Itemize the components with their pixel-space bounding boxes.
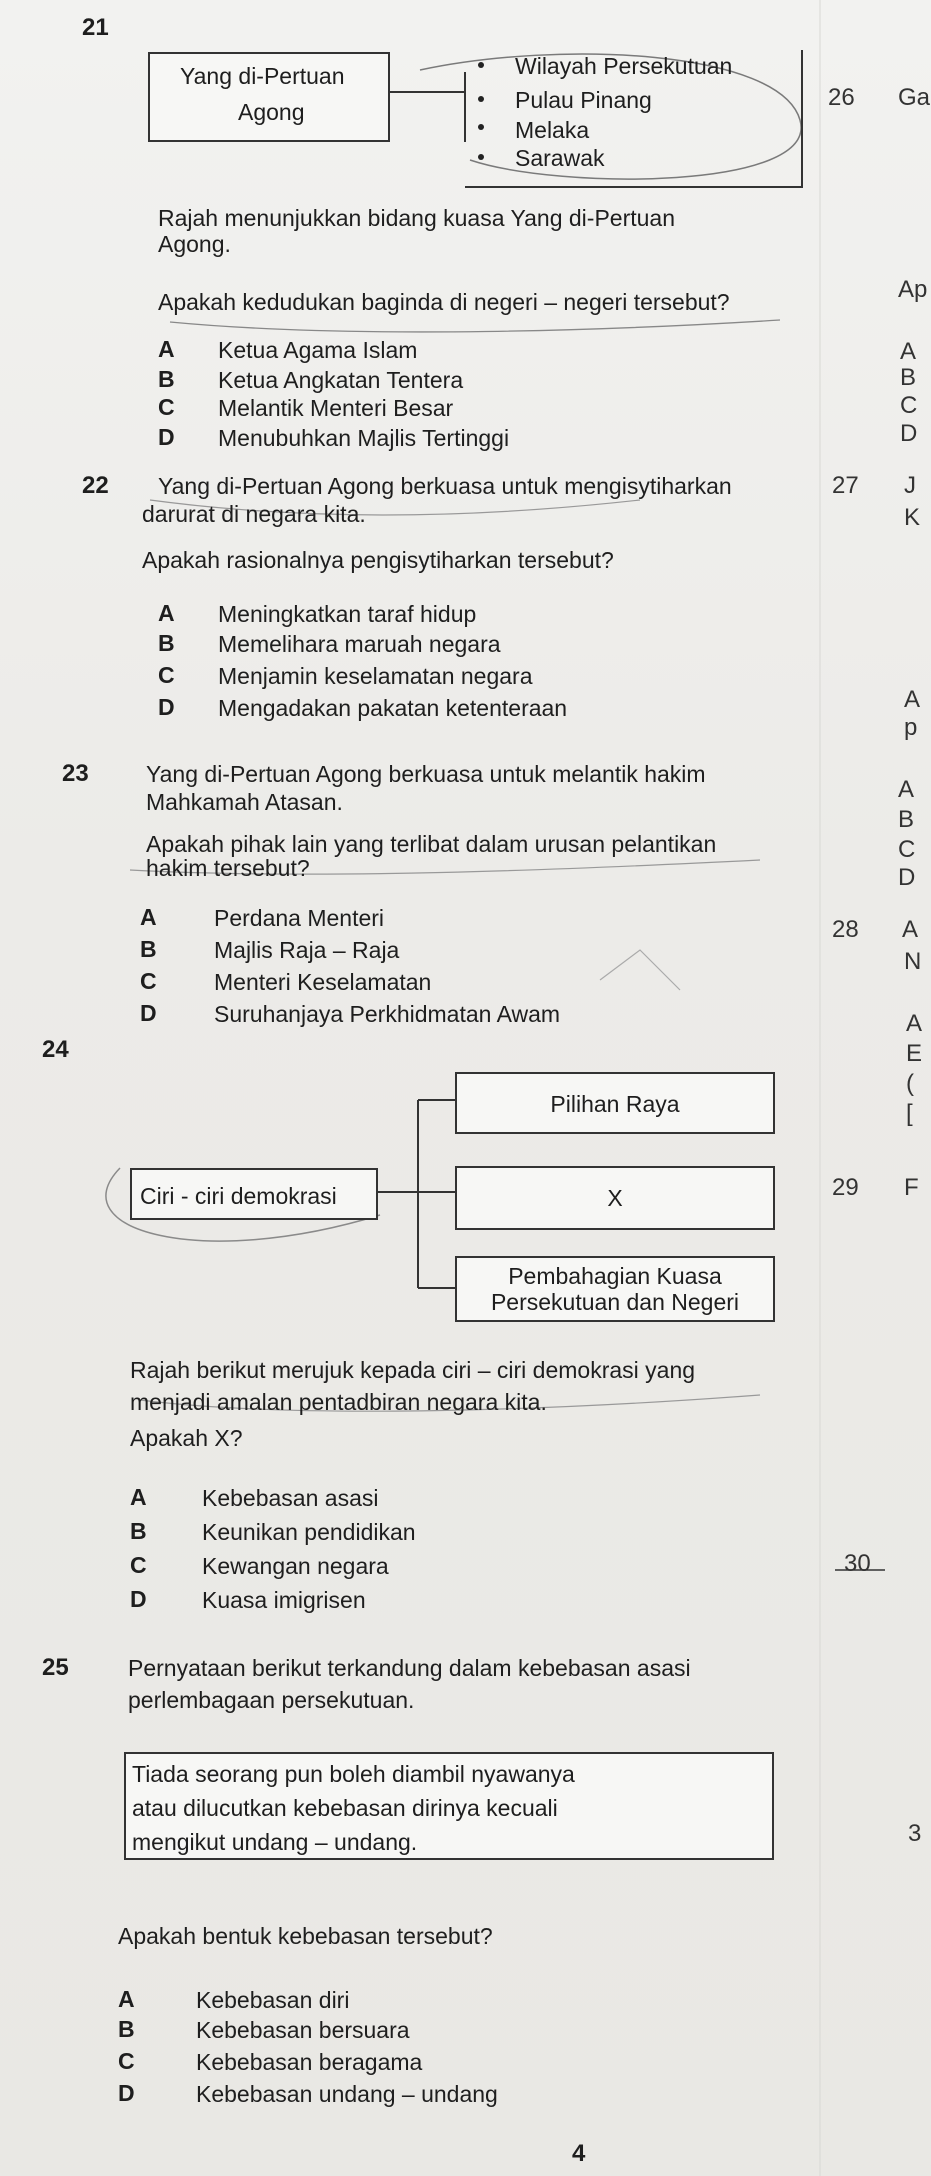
q23-stem-2: Mahkamah Atasan. [146, 789, 343, 815]
q23-stem-1: Yang di-Pertuan Agong berkuasa untuk melantik hakim [146, 761, 706, 787]
yang-dipertuan-agong-box [148, 52, 390, 142]
state-2: Pulau Pinang [515, 87, 652, 113]
bullet [478, 124, 484, 130]
side-l2-a: A [898, 776, 915, 803]
question-number-24: 24 [42, 1036, 69, 1063]
side-q26-text: Ga [898, 84, 931, 111]
question-number-22: 22 [82, 472, 109, 499]
q25-stem-2: perlembagaan persekutuan. [128, 1687, 415, 1713]
q24-question: Apakah X? [130, 1425, 243, 1451]
q22-option-a-letter: A [158, 600, 175, 626]
side-q26-number: 26 [828, 84, 855, 111]
q22-option-d-letter: D [158, 694, 175, 720]
side-q30-number: 30 [844, 1550, 871, 1577]
q24-stem-2: menjadi amalan pentadbiran negara kita. [130, 1389, 547, 1415]
side-q27-number: 27 [832, 472, 859, 499]
q25-option-d-text: Kebebasan undang – undang [196, 2081, 498, 2107]
box-ciri-demokrasi: Ciri - ciri demokrasi [140, 1183, 337, 1209]
side-l2-c: C [898, 836, 916, 863]
side-l3-d: [ [906, 1100, 913, 1127]
question-number-21: 21 [82, 14, 109, 41]
q21-option-d-text: Menubuhkan Majlis Tertinggi [218, 425, 510, 451]
q24-option-c-text: Kewangan negara [202, 1553, 389, 1579]
side-l1-c: C [900, 392, 918, 419]
q24-option-d-letter: D [130, 1586, 147, 1612]
box-pembahagian-1: Pembahagian Kuasa [508, 1263, 722, 1289]
q24-option-d-text: Kuasa imigrisen [202, 1587, 366, 1613]
q22-stem-1: Yang di-Pertuan Agong berkuasa untuk mengisytiharkan [158, 473, 732, 499]
page-number: 4 [572, 2140, 586, 2167]
bullet [478, 62, 484, 68]
q23-option-b-letter: B [140, 936, 157, 962]
side-l1-d: D [900, 420, 918, 447]
bullet [478, 96, 484, 102]
q25-question: Apakah bentuk kebebasan tersebut? [118, 1923, 493, 1949]
q24-stem-1: Rajah berikut merujuk kepada ciri – ciri demokrasi yang [130, 1357, 696, 1383]
quote-line-3: mengikut undang – undang. [132, 1829, 418, 1855]
state-3: Melaka [515, 117, 590, 143]
q21-stem-1: Rajah menunjukkan bidang kuasa Yang di-Pertuan [158, 205, 676, 231]
side-q28-text: A [902, 916, 919, 943]
pembahagian-kuasa-box [455, 1256, 775, 1322]
side-l2-b: B [898, 806, 915, 833]
q25-option-a-letter: A [118, 1986, 135, 2012]
box-line-2: Agong [238, 99, 305, 125]
q24-option-b-text: Keunikan pendidikan [202, 1519, 416, 1545]
q22-option-d-text: Mengadakan pakatan ketenteraan [218, 695, 568, 721]
side-q27-text: J [904, 472, 916, 499]
q22-option-c-letter: C [158, 662, 175, 688]
state-4: Sarawak [515, 145, 605, 171]
side-n: N [904, 948, 922, 975]
q21-question: Apakah kedudukan baginda di negeri – negeri tersebut? [158, 289, 730, 315]
side-q29-text: F [904, 1174, 919, 1201]
box-pembahagian-2: Persekutuan dan Negeri [490, 1289, 740, 1315]
q23-option-a-letter: A [140, 904, 157, 930]
side-q31-number: 3 [908, 1820, 922, 1847]
q23-option-d-letter: D [140, 1000, 157, 1026]
q24-option-a-letter: A [130, 1484, 147, 1510]
side-q28-number: 28 [832, 916, 859, 943]
q21-option-a-text: Ketua Agama Islam [218, 337, 418, 363]
q22-question: Apakah rasionalnya pengisytiharkan tersebut? [142, 547, 614, 573]
q21-option-c-letter: C [158, 394, 175, 420]
side-l3-b: E [906, 1040, 923, 1067]
q23-option-c-text: Menteri Keselamatan [214, 969, 432, 995]
side-l3-a: A [906, 1010, 923, 1037]
side-k: K [904, 504, 921, 531]
box-pilihan-raya: Pilihan Raya [550, 1091, 680, 1117]
q22-option-c-text: Menjamin keselamatan negara [218, 663, 533, 689]
box-x: X [607, 1185, 623, 1211]
x-box [455, 1166, 775, 1230]
side-p2: p [904, 714, 918, 741]
q21-option-b-text: Ketua Angkatan Tentera [218, 367, 464, 393]
q22-option-b-letter: B [158, 630, 175, 656]
q22-option-a-text: Meningkatkan taraf hidup [218, 601, 477, 627]
side-q29-number: 29 [832, 1174, 859, 1201]
side-a2: A [904, 686, 921, 713]
bullet [478, 154, 484, 160]
q23-option-d-text: Suruhanjaya Perkhidmatan Awam [214, 1001, 561, 1027]
q21-stem-2: Agong. [158, 231, 231, 257]
state-1: Wilayah Persekutuan [515, 53, 733, 79]
q25-stem-1: Pernyataan berikut terkandung dalam kebebasan asasi [128, 1655, 691, 1681]
side-ap: Ap [898, 276, 928, 303]
q22-option-b-text: Memelihara maruah negara [218, 631, 501, 657]
q21-option-c-text: Melantik Menteri Besar [218, 395, 454, 421]
quote-box [124, 1752, 774, 1860]
q21-option-b-letter: B [158, 366, 175, 392]
side-l1-a: A [900, 338, 917, 365]
quote-line-2: atau dilucutkan kebebasan dirinya kecuali [132, 1795, 558, 1821]
q24-option-c-letter: C [130, 1552, 147, 1578]
side-l1-b: B [900, 364, 917, 391]
side-l2-d: D [898, 864, 916, 891]
q24-option-b-letter: B [130, 1518, 147, 1544]
q25-option-c-letter: C [118, 2048, 135, 2074]
quote-line-1: Tiada seorang pun boleh diambil nyawanya [132, 1761, 575, 1787]
pilihan-raya-box [455, 1072, 775, 1134]
q21-option-d-letter: D [158, 424, 175, 450]
q23-option-a-text: Perdana Menteri [214, 905, 385, 931]
q25-option-b-text: Kebebasan bersuara [196, 2017, 410, 2043]
q25-option-a-text: Kebebasan diri [196, 1987, 350, 2013]
q25-option-c-text: Kebebasan beragama [196, 2049, 423, 2075]
box-line-1: Yang di-Pertuan [180, 63, 345, 89]
q21-option-a-letter: A [158, 336, 175, 362]
q23-question-1: Apakah pihak lain yang terlibat dalam urusan pelantikan [146, 831, 717, 857]
q24-option-a-text: Kebebasan asasi [202, 1485, 379, 1511]
question-number-23: 23 [62, 760, 89, 787]
question-number-25: 25 [42, 1654, 69, 1681]
side-l3-c: ( [906, 1070, 914, 1097]
ciri-demokrasi-box [130, 1168, 378, 1220]
q23-option-b-text: Majlis Raja – Raja [214, 937, 400, 963]
q22-stem-2: darurat di negara kita. [142, 501, 366, 527]
q23-question-2: hakim tersebut? [146, 855, 310, 881]
q23-option-c-letter: C [140, 968, 157, 994]
q25-option-b-letter: B [118, 2016, 135, 2042]
q25-option-d-letter: D [118, 2080, 135, 2106]
